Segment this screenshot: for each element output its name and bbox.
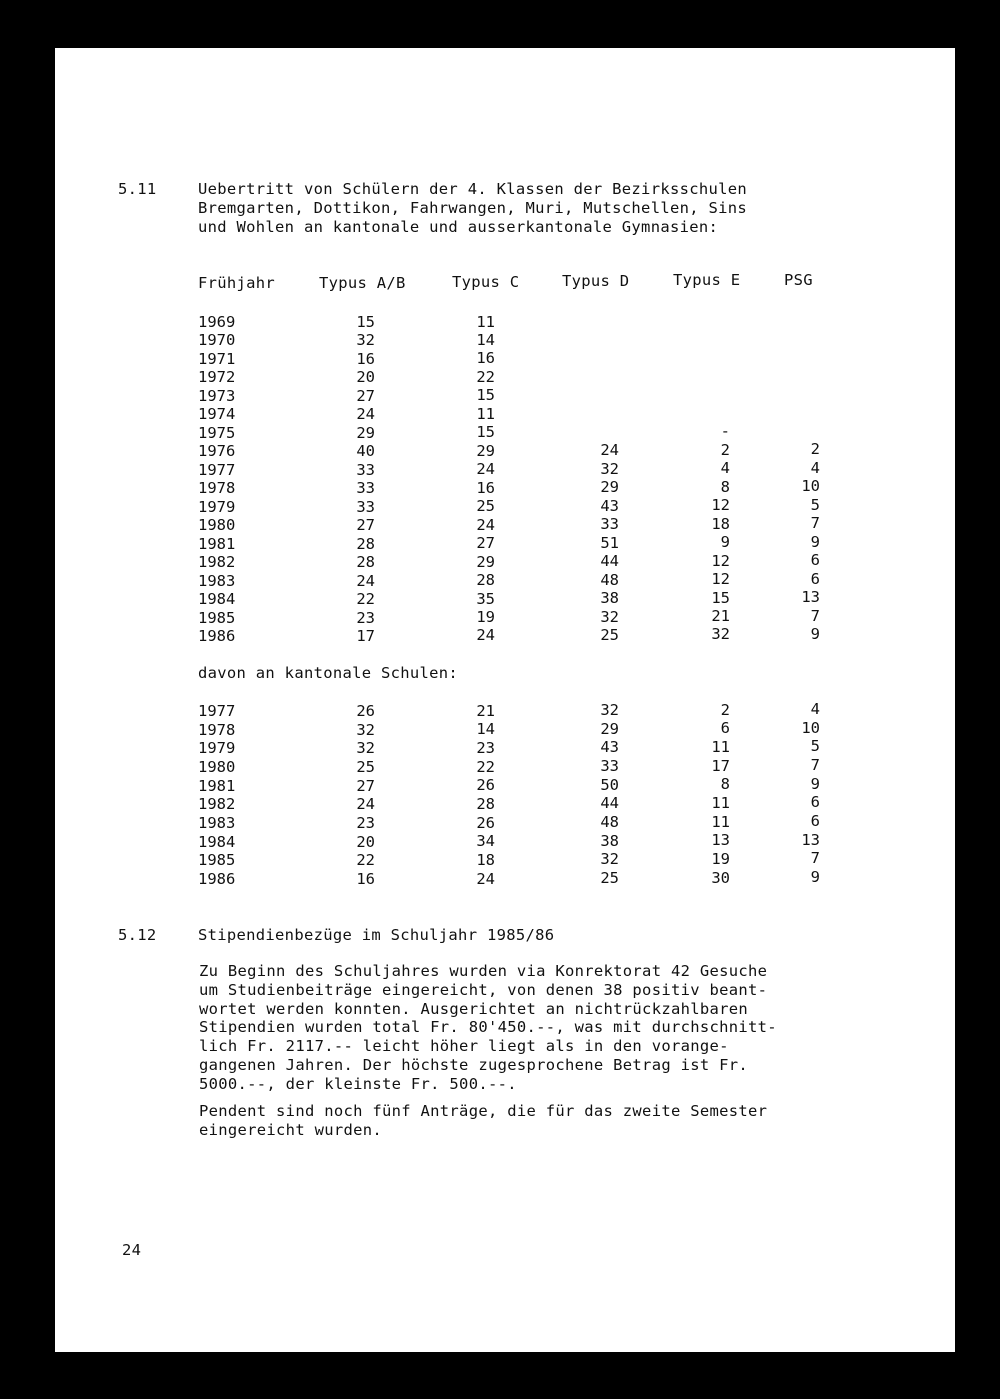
table-cell: 9 <box>720 533 730 552</box>
header-typus-c: Typus C <box>452 273 520 291</box>
table-cell: - <box>720 422 730 441</box>
table-cell: 16 <box>476 478 495 497</box>
table-cell: 10 <box>801 718 820 737</box>
table-cell: 23 <box>356 814 375 833</box>
table-cell: 48 <box>600 813 619 832</box>
table-cell: 16 <box>356 349 375 368</box>
table-cell-year: 1984 <box>198 832 236 851</box>
table-cell: 15 <box>476 423 495 442</box>
table-cell: 7 <box>810 514 820 533</box>
table-cell: 28 <box>356 553 375 572</box>
table-cell: 15 <box>476 386 495 405</box>
table-cell: 24 <box>600 441 619 460</box>
section-title-5-12: Stipendienbezüge im Schuljahr 1985/86 <box>198 926 555 944</box>
table-cell: 8 <box>720 775 730 794</box>
header-psg: PSG <box>784 271 813 289</box>
table-cell: 33 <box>600 515 619 534</box>
table-cell: 12 <box>711 551 730 570</box>
section-number-5-11: 5.11 <box>118 180 157 198</box>
table-cell: 16 <box>356 870 375 889</box>
paragraph-line: lich Fr. 2117.-- leicht höher liegt als in den vorange- <box>199 1037 729 1056</box>
table-cell: 17 <box>356 626 375 645</box>
table-cell: 25 <box>356 758 375 776</box>
table-cell: 2 <box>720 700 730 719</box>
table-cell: 29 <box>600 719 619 738</box>
subheading-cantonal: davon an kantonale Schulen: <box>198 664 459 682</box>
header-fruehjahr: Frühjahr <box>198 274 276 292</box>
table-cell: 11 <box>476 404 495 423</box>
paragraph-line: Pendent sind noch fünf Anträge, die für das zweite Semester <box>199 1102 768 1120</box>
table-cell-year: 1986 <box>198 626 236 645</box>
table-cell: 22 <box>356 590 375 609</box>
table-cell: 44 <box>600 794 619 813</box>
table-cell: 11 <box>711 793 730 812</box>
table-cell: 51 <box>600 533 619 552</box>
section-title-line: Bremgarten, Dottikon, Fahrwangen, Muri, Mutschellen, Sins <box>198 199 748 217</box>
table-cell: 11 <box>711 737 730 756</box>
table-cell: 16 <box>476 349 495 368</box>
table-cell: 29 <box>600 478 619 497</box>
document-page <box>55 48 955 1352</box>
paragraph-line: eingereicht wurden. <box>199 1120 383 1139</box>
table-cell: 50 <box>600 775 619 794</box>
table-cell-year: 1979 <box>198 739 236 758</box>
table-cell: 19 <box>711 849 730 868</box>
table-cell-year: 1985 <box>198 608 236 627</box>
paragraph-line: gangenen Jahren. Der höchste zugesprochene Betrag ist Fr. <box>199 1056 749 1074</box>
table-cell: 24 <box>356 405 375 424</box>
table-cell: 24 <box>476 626 495 645</box>
table-cell: 13 <box>801 588 820 607</box>
table-cell: 27 <box>356 386 375 405</box>
table-cell: 29 <box>356 423 375 442</box>
table-cell: 32 <box>356 739 375 758</box>
table-cell: 9 <box>810 624 820 643</box>
table-cell: 29 <box>476 552 495 571</box>
table-cell: 24 <box>476 515 495 534</box>
table-cell: 34 <box>476 832 495 851</box>
table-cell-year: 1975 <box>198 423 236 442</box>
table-cell-year: 1972 <box>198 368 236 387</box>
table-cell: 20 <box>356 832 375 851</box>
table-cell: 27 <box>356 516 375 535</box>
table-cell: 48 <box>600 570 619 589</box>
table-cell: 5 <box>810 737 820 756</box>
table-cell: 6 <box>810 551 820 570</box>
table-cell-year: 1976 <box>198 442 236 461</box>
table-cell: 13 <box>711 831 730 850</box>
section-number-5-12: 5.12 <box>118 926 157 944</box>
table-cell-year: 1974 <box>198 405 236 424</box>
table-cell-year: 1969 <box>198 313 236 331</box>
table-cell-year: 1983 <box>198 814 236 833</box>
table-cell: 30 <box>711 868 730 887</box>
table-cell-year: 1982 <box>198 553 236 572</box>
table-cell-year: 1973 <box>198 386 236 405</box>
table-cell: 6 <box>720 719 730 738</box>
table-cell: 7 <box>810 606 820 625</box>
table-cell: 32 <box>600 701 619 719</box>
table-cell-year: 1981 <box>198 534 236 553</box>
table-cell: 38 <box>600 831 619 850</box>
table-cell: 24 <box>356 571 375 590</box>
table-cell-year: 1978 <box>198 720 236 739</box>
table-cell: 7 <box>810 849 820 868</box>
table-cell: 28 <box>476 794 495 813</box>
table-cell: 35 <box>476 589 495 608</box>
table-cell-year: 1980 <box>198 516 236 535</box>
table-cell-year: 1981 <box>198 776 236 795</box>
table-cell: 25 <box>600 869 619 888</box>
header-typus-e: Typus E <box>673 271 741 289</box>
table-cell: 6 <box>810 812 820 831</box>
table-cell: 26 <box>476 776 495 795</box>
table-cell: 33 <box>356 460 375 479</box>
table-cell: 9 <box>810 532 820 551</box>
table-cell: 2 <box>810 440 820 459</box>
table-cell: 27 <box>356 776 375 795</box>
section-title-line: Uebertritt von Schülern der 4. Klassen der Bezirksschulen <box>198 180 748 198</box>
table-cell: 29 <box>476 441 495 460</box>
table-cell: 44 <box>600 552 619 571</box>
table-cell: 4 <box>720 459 730 478</box>
table-cell-year: 1984 <box>198 590 236 609</box>
table-cell-year: 1983 <box>198 571 236 590</box>
table-cell: 33 <box>356 479 375 498</box>
table-cell: 13 <box>801 830 820 849</box>
section-title-line: und Wohlen an kantonale und ausserkantonale Gymnasien: <box>198 218 719 236</box>
table-cell-year: 1977 <box>198 702 236 720</box>
table-cell-year: 1986 <box>198 870 236 889</box>
table-cell: 15 <box>356 313 375 331</box>
table-cell: 6 <box>810 793 820 812</box>
table-cell: 28 <box>356 534 375 553</box>
table-cell: 12 <box>711 496 730 515</box>
table-cell: 33 <box>600 757 619 775</box>
paragraph-line: wortet werden konnten. Ausgerichtet an nichtrückzahlbaren <box>199 999 749 1018</box>
table-cell: 32 <box>711 625 730 644</box>
table-cell: 5 <box>810 495 820 514</box>
table-cell: 8 <box>720 477 730 496</box>
table-cell: 19 <box>476 608 495 627</box>
table-cell-year: 1979 <box>198 497 236 516</box>
table-cell: 10 <box>801 477 820 496</box>
header-typus-ab: Typus A/B <box>319 274 406 292</box>
table-cell: 9 <box>810 868 820 887</box>
table-cell: 11 <box>476 312 495 331</box>
table-cell: 21 <box>476 701 495 720</box>
table-cell: 9 <box>810 774 820 793</box>
table-cell: 22 <box>476 367 495 386</box>
table-cell: 43 <box>600 738 619 757</box>
table-cell: 26 <box>476 813 495 832</box>
table-cell: 7 <box>810 756 820 774</box>
table-cell: 18 <box>711 514 730 533</box>
table-cell: 22 <box>476 757 495 776</box>
table-cell: 32 <box>356 331 375 350</box>
table-cell: 23 <box>476 738 495 757</box>
table-cell: 32 <box>600 607 619 626</box>
table-cell: 4 <box>810 700 820 718</box>
table-cell: 24 <box>476 460 495 479</box>
table-cell: 23 <box>356 608 375 627</box>
paragraph-line: Stipendien wurden total Fr. 80'450.--, was mit durchschnitt- <box>199 1018 777 1037</box>
paragraph-line: Zu Beginn des Schuljahres wurden via Konrektorat 42 Gesuche <box>199 962 768 980</box>
table-cell: 32 <box>356 720 375 739</box>
table-cell: 6 <box>810 569 820 588</box>
table-cell: 22 <box>356 851 375 870</box>
table-cell: 12 <box>711 570 730 589</box>
table-cell: 25 <box>600 625 619 644</box>
table-cell-year: 1985 <box>198 851 236 870</box>
table-cell: 32 <box>600 850 619 869</box>
table-cell-year: 1982 <box>198 795 236 814</box>
table-cell: 15 <box>711 588 730 607</box>
table-cell: 14 <box>476 720 495 739</box>
table-cell: 21 <box>711 607 730 626</box>
header-typus-d: Typus D <box>562 272 630 290</box>
table-cell: 28 <box>476 571 495 590</box>
table-cell: 25 <box>476 497 495 516</box>
page-number: 24 <box>122 1241 142 1259</box>
table-cell: 32 <box>600 459 619 478</box>
paragraph-line: 5000.--, der kleinste Fr. 500.--. <box>199 1074 517 1093</box>
table-cell: 27 <box>476 534 495 553</box>
table-cell: 18 <box>476 850 495 869</box>
table-cell-year: 1978 <box>198 479 236 498</box>
paragraph-line: um Studienbeiträge eingereicht, von denen 38 positiv beant- <box>199 980 768 999</box>
table-cell: 24 <box>356 795 375 814</box>
table-cell: 26 <box>356 702 375 720</box>
table-cell: 43 <box>600 496 619 515</box>
table-cell: 17 <box>711 756 730 775</box>
table-cell: 38 <box>600 589 619 608</box>
table-cell: 24 <box>476 869 495 888</box>
table-cell-year: 1977 <box>198 460 236 479</box>
table-cell: 33 <box>356 497 375 516</box>
table-cell: 40 <box>356 442 375 461</box>
table-cell: 4 <box>810 458 820 477</box>
table-cell: 11 <box>711 812 730 831</box>
table-cell: 20 <box>356 368 375 387</box>
table-cell-year: 1980 <box>198 758 236 776</box>
table-cell: 2 <box>720 440 730 459</box>
table-cell: 14 <box>476 330 495 349</box>
table-cell-year: 1970 <box>198 331 236 350</box>
table-cell-year: 1971 <box>198 349 236 368</box>
